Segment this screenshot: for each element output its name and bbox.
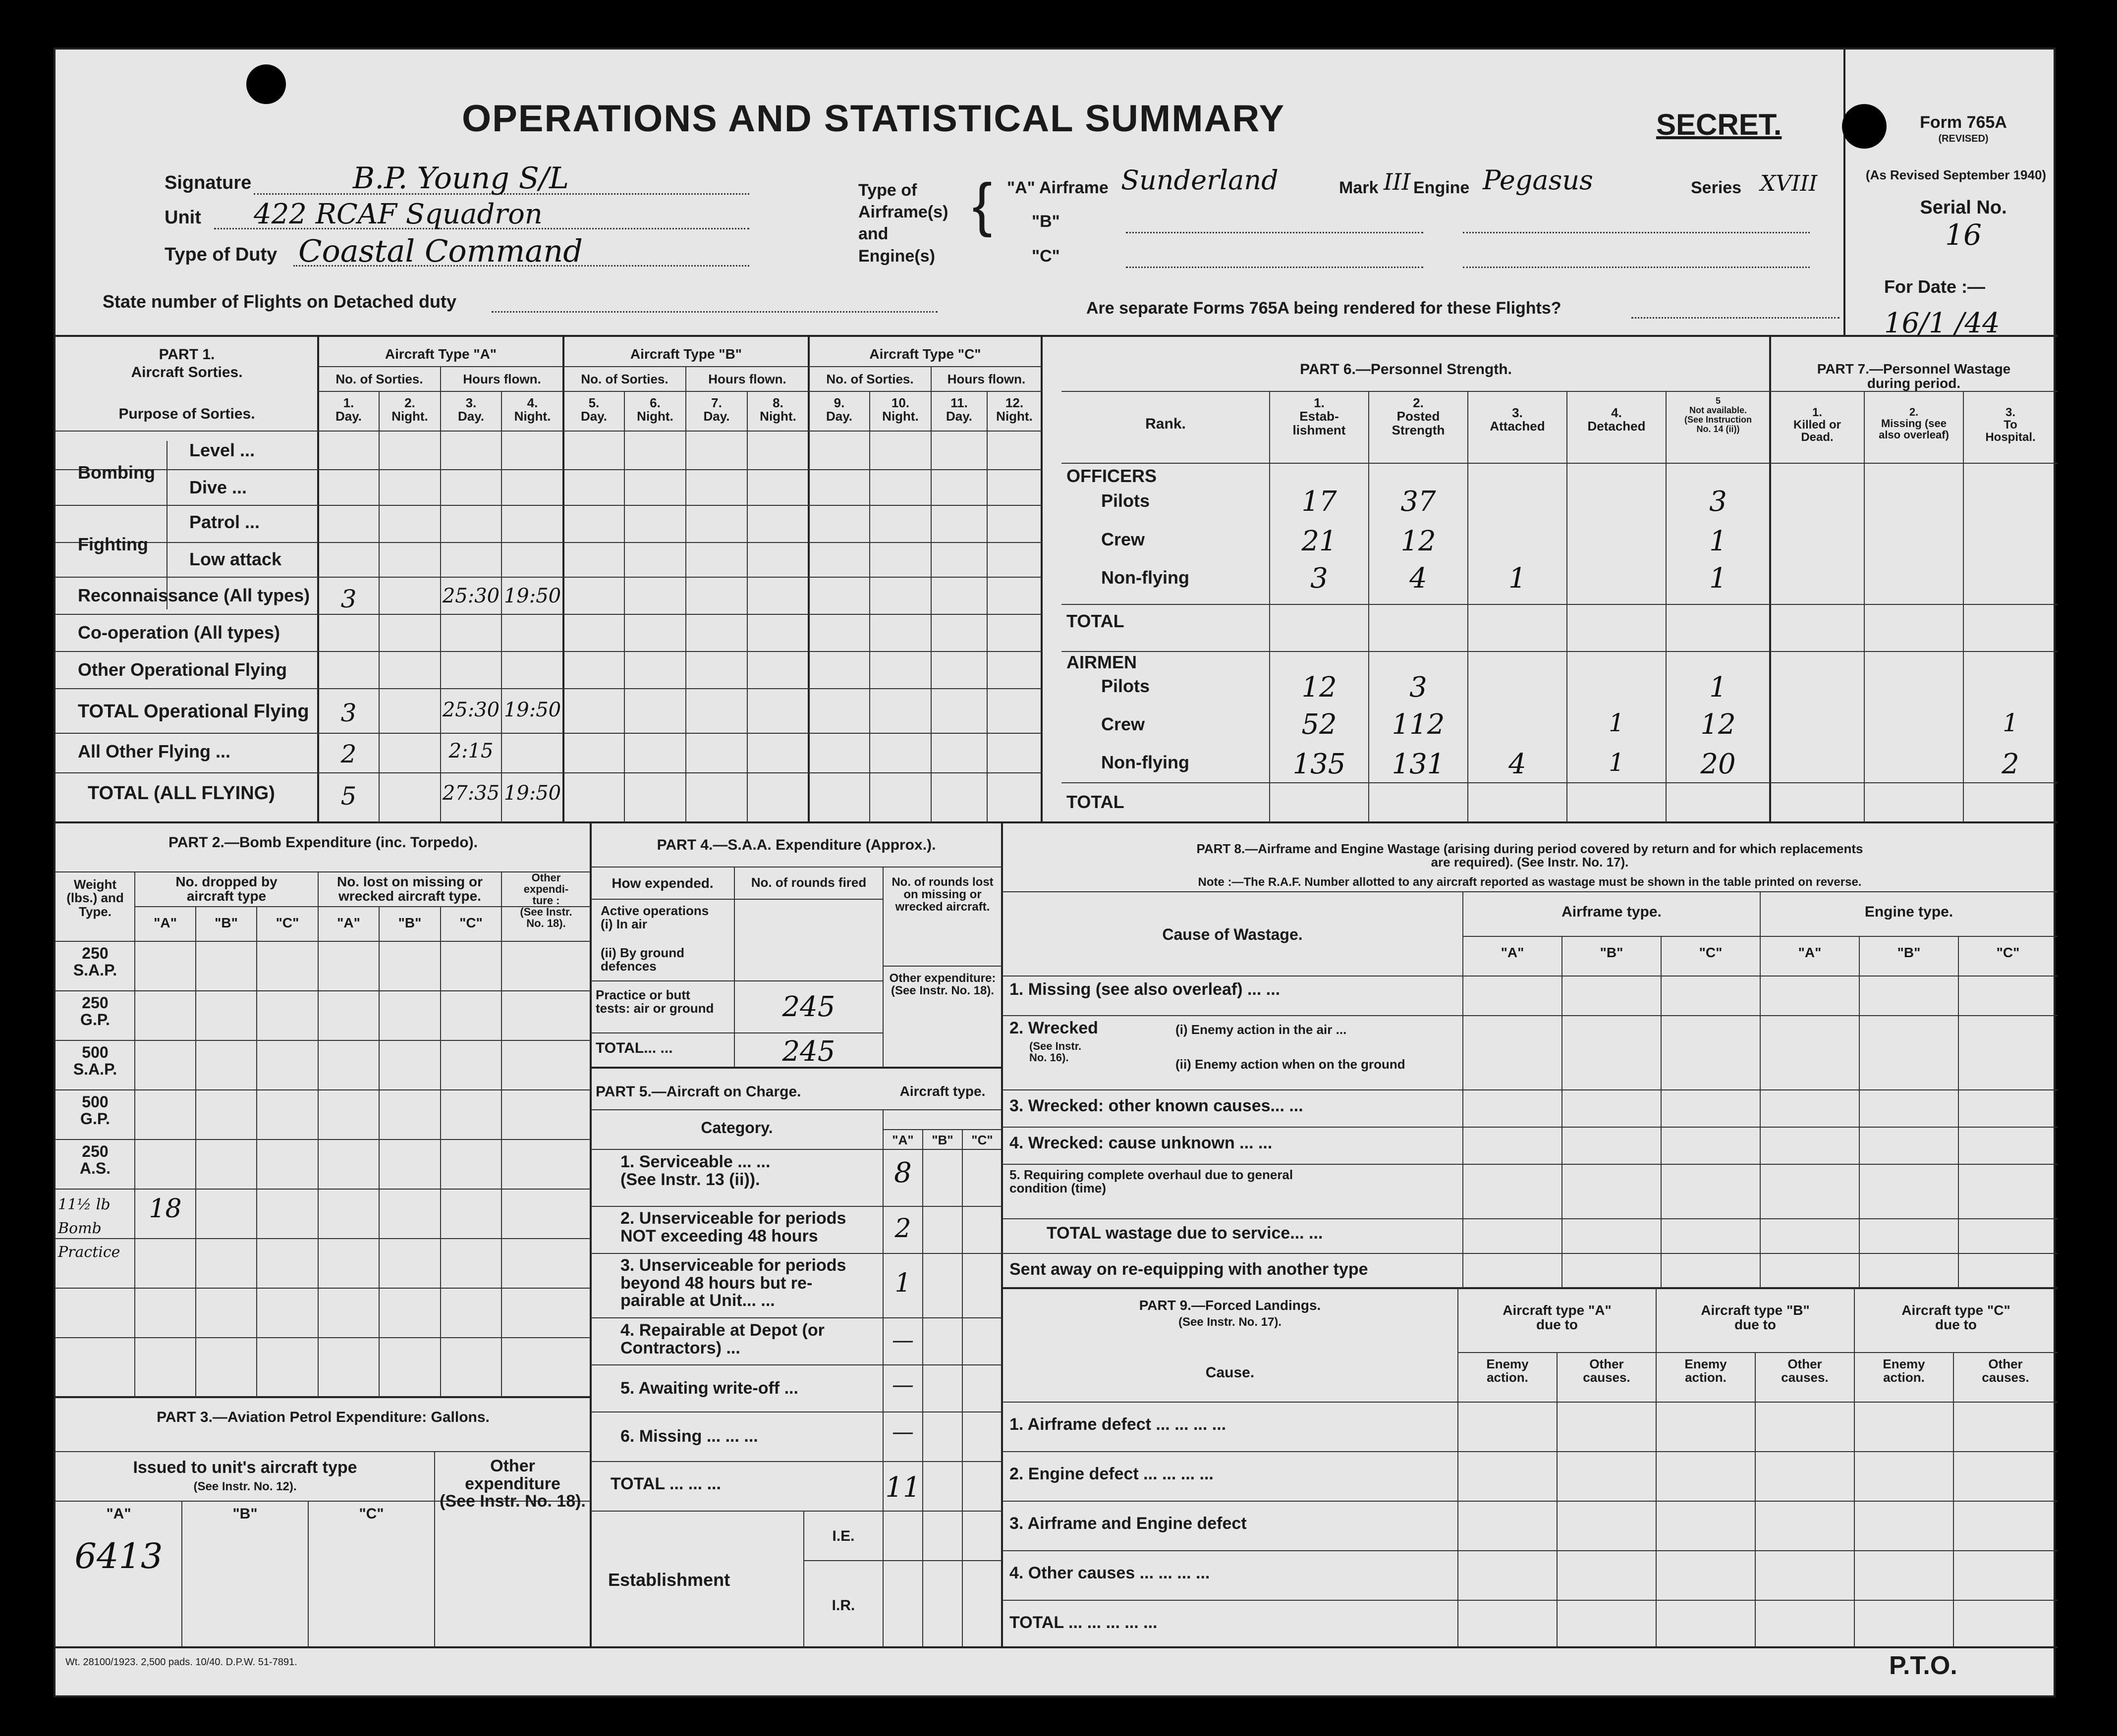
p6-officers: OFFICERS <box>1066 466 1157 486</box>
p1-totalall-a-sorties: 5 <box>340 782 357 811</box>
p8-airframe: Airframe type. <box>1561 904 1662 920</box>
separate-forms-question: Are separate Forms 765A being rendered for these Flights? <box>1086 299 1561 318</box>
footer-pto: P.T.O. <box>1889 1651 1957 1680</box>
part9-title: PART 9.—Forced Landings. <box>1139 1298 1321 1313</box>
p3-c: "C" <box>359 1506 384 1522</box>
part2-title: PART 2.—Bomb Expenditure (inc. Torpedo). <box>168 834 478 851</box>
p2-weight: Weight (lbs.) and Type. <box>66 877 124 919</box>
part1-type-b: Aircraft Type "B" <box>630 346 742 362</box>
part8-title: PART 8.—Airframe and Engine Wastage (arising during period covered by return and for which replacements are required). (See Instr. No. 17). <box>1196 841 1863 870</box>
p8-other: 3. Wrecked: other known causes... ... <box>1009 1096 1303 1115</box>
p3-a-value: 6413 <box>74 1536 163 1576</box>
p6-o-pilots: Pilots <box>1101 490 1150 511</box>
airframe-b-label: "B" <box>1032 212 1060 231</box>
airframe-a-label: "A" Airframe <box>1007 178 1109 197</box>
p1-totalop-a-day-hours: 25:30 <box>442 699 500 721</box>
p1-allother-a-sorties: 2 <box>340 740 357 768</box>
date-value: 16/1 /44 <box>1884 307 2000 339</box>
p1-recce: Reconnaissance (All types) <box>78 585 310 605</box>
p1-sorties-b: No. of Sorties. <box>581 372 669 386</box>
p5-establishment: Establishment <box>608 1570 730 1590</box>
series-value: XVIII <box>1760 171 1818 196</box>
p7-a-non-hospital: 2 <box>2002 748 2019 780</box>
unit-label: Unit <box>165 207 201 228</box>
airframe-a-value: Sunderland <box>1121 164 1279 196</box>
p1-totalall-a-day-hours: 27:35 <box>442 782 500 805</box>
flights-label: State number of Flights on Detached duty <box>103 291 457 312</box>
p1-coop: Co-operation (All types) <box>78 622 280 643</box>
p4-total: TOTAL... ... <box>596 1040 673 1056</box>
p1-allother-a-hours: 2:15 <box>448 740 494 762</box>
p3-b: "B" <box>232 1506 258 1522</box>
p1-other-op: Other Operational Flying <box>78 659 287 680</box>
serial-value: 16 <box>1945 218 1982 252</box>
p1-low-attack: Low attack <box>189 549 282 569</box>
p1-dive: Dive ... <box>189 477 247 497</box>
p1-recce-a-day-sorties: 3 <box>340 585 357 613</box>
p6-o-total: TOTAL <box>1066 611 1124 631</box>
p8-enemy-air: (i) Enemy action in the air ... <box>1175 1022 1347 1037</box>
p2-other: Other expendi- ture : (See Instr. No. 18). <box>520 871 572 930</box>
p7-killed: 1. Killed or Dead. <box>1793 406 1841 444</box>
p1-level: Level ... <box>189 440 255 460</box>
serial-label: Serial No. <box>1920 197 2007 218</box>
p8-unknown: 4. Wrecked: cause unknown ... ... <box>1009 1134 1273 1152</box>
p7-hospital: 3. To Hospital. <box>1985 406 2036 444</box>
airframe-type-label: Type of Airframe(s) and Engine(s) <box>858 181 948 266</box>
engine-value: Pegasus <box>1483 164 1593 196</box>
p9-sub: (See Instr. No. 17). <box>1178 1315 1282 1329</box>
p6-airmen: AIRMEN <box>1066 652 1137 672</box>
p8-enemy-ground: (ii) Enemy action when on the ground <box>1175 1057 1405 1072</box>
p8-wrecked-sub: (See Instr. No. 16). <box>1029 1040 1082 1064</box>
p9-cause: Cause. <box>1205 1364 1255 1381</box>
form-revised: (REVISED) <box>1938 133 1989 144</box>
part5-title: PART 5.—Aircraft on Charge. <box>596 1084 801 1100</box>
p5-type: Aircraft type. <box>899 1084 986 1099</box>
p6-rank: Rank. <box>1145 416 1186 432</box>
footer-print-info: Wt. 28100/1923. 2,500 pads. 10/40. D.P.W. 51-7891. <box>65 1657 297 1668</box>
engine-label: Engine <box>1413 178 1470 197</box>
p3-issued-sub: (See Instr. No. 12). <box>193 1480 297 1493</box>
p4-other-exp: Other expenditure: (See Instr. No. 18). <box>889 972 996 998</box>
p4-total-value: 245 <box>782 1035 836 1068</box>
p3-issued: Issued to unit's aircraft type <box>133 1458 357 1477</box>
p1-hours-a: Hours flown. <box>463 372 541 386</box>
p3-other: Other expenditure (See Instr. No. 18). <box>440 1457 586 1511</box>
p2-handwritten-row: 11½ lb Bomb Practice <box>58 1196 120 1261</box>
p7-missing: 2. Missing (see also overleaf) <box>1879 406 1949 441</box>
p1-totalop-a-sorties: 3 <box>340 699 357 727</box>
punch-hole-right <box>1842 104 1887 149</box>
duty-label: Type of Duty <box>165 244 278 265</box>
signature-value: B.P. Young S/L <box>353 161 569 196</box>
part6-title: PART 6.—Personnel Strength. <box>1300 361 1512 378</box>
p3-a: "A" <box>106 1506 131 1522</box>
series-label: Series <box>1691 178 1742 197</box>
part4-title: PART 4.—S.A.A. Expenditure (Approx.). <box>657 837 936 853</box>
airframe-c-label: "C" <box>1032 247 1060 266</box>
p2-dropped: No. dropped by aircraft type <box>175 874 278 904</box>
p1-hours-c: Hours flown. <box>947 372 1026 386</box>
p1-recce-a-day-hours: 25:30 <box>442 585 500 607</box>
p8-engine: Engine type. <box>1864 904 1953 920</box>
p8-sent: Sent away on re-equipping with another type <box>1009 1260 1368 1279</box>
p1-totalall-a-night-hours: 19:50 <box>503 782 561 805</box>
p5-ir: I.R. <box>832 1597 855 1614</box>
p8-cause: Cause of Wastage. <box>1162 925 1303 943</box>
p8-wrecked: 2. Wrecked <box>1009 1019 1098 1037</box>
p8-total: TOTAL wastage due to service... ... <box>1047 1224 1323 1243</box>
form-number: Form 765A <box>1920 113 2007 132</box>
form-title: OPERATIONS AND STATISTICAL SUMMARY <box>462 98 1285 140</box>
mark-value: III <box>1384 168 1411 195</box>
p4-how: How expended. <box>612 875 714 891</box>
p4-ground: (ii) By ground defences <box>601 945 684 974</box>
p8-note: Note :—The R.A.F. Number allotted to any aircraft reported as wastage must be shown in the table printed on reverse. <box>1198 875 1862 889</box>
p4-rounds: No. of rounds fired <box>751 875 867 890</box>
duty-value: Coastal Command <box>298 233 583 269</box>
p4-lost: No. of rounds lost on missing or wrecked aircraft. <box>891 875 994 914</box>
part1-type-c: Aircraft Type "C" <box>869 346 981 362</box>
punch-hole-left <box>246 64 286 104</box>
p1-sorties-a: No. of Sorties. <box>335 372 423 386</box>
unit-value: 422 RCAF Squadron <box>254 198 543 230</box>
p2-handwritten-a: 18 <box>149 1194 182 1224</box>
p5-ie: I.E. <box>832 1528 855 1544</box>
p4-active: Active operations (i) In air <box>601 903 709 932</box>
part3-title: PART 3.—Aviation Petrol Expenditure: Gallons. <box>157 1409 490 1425</box>
part1-title: PART 1. <box>159 346 215 363</box>
p6-o-crew: Crew <box>1101 529 1145 549</box>
part1-type-a: Aircraft Type "A" <box>385 346 497 362</box>
part1-purpose: Purpose of Sorties. <box>118 406 255 422</box>
p2-lost: No. lost on missing or wrecked aircraft type. <box>336 874 483 904</box>
p1-total-all: TOTAL (ALL FLYING) <box>88 783 275 804</box>
p1-fighting: Fighting <box>78 534 148 554</box>
mark-label: Mark <box>1339 178 1379 197</box>
p1-sorties-c: No. of Sorties. <box>826 372 914 386</box>
part7-title: PART 7.—Personnel Wastage during period. <box>1817 361 2011 391</box>
p8-missing: 1. Missing (see also overleaf) ... ... <box>1009 980 1281 999</box>
p8-overhaul: 5. Requiring complete overhaul due to general condition (time) <box>1009 1167 1293 1196</box>
p6-a-total: TOTAL <box>1066 792 1124 812</box>
p5-category: Category. <box>701 1119 773 1137</box>
p1-recce-a-night-hours: 19:50 <box>503 585 561 607</box>
form-sheet: OPERATIONS AND STATISTICAL SUMMARY SECRET. Form 765A (REVISED) (As Revised September 1940) Serial No. 16 For Date :— 16/1 /44 Signature B.P. Young S/L Unit 422 RCAF Squadron Type of Duty Coastal Command State number of Flights on Detached duty Type of Airframe(s) and Engine(s) { "A" Airframe Sunderland Mark III Engine Pegasus Series XVIII "B" "C" Are separate Forms 765A being rendered for these Flights? PART 1. Aircraft Sorties. Purpose of Sorties. Aircraft Type "A" Aircraft Type "B" Aircraft Type "C" No. of Sorties. Hours flown. No. of Sorties. Hours flown. No. of Sorties. Hours flown. 1. Day. 2. Night. 3. Day. 4. Night. 5. Day. 6. Night. 7. Day. 8. Night. 9. Day. 10. Night. 11. Day. 12. Night. Bombing Level ... Dive ... Fighting Patrol ... Low attack Reconnaissance (All types) Co-operation (All types) Other Operational Flying TOTAL Operational Flying All Other Flying ... TOTAL (ALL FLYING) 3 25:30 19:50 3 25:30 19:50 2 2:15 5 27:35 19:50 PART 6.—Personnel Strength. Rank. 1. Estab- lishment 2. Posted Strength 3. Attached 4. Detached 5 Not available. (See Instruction No. 14 (ii)) OFFICERS Pilots Crew Non-flying TOTAL AIRMEN Pilots Crew Non-flying TOTAL 17 37 3 21 12 1 3 4 1 1 12 3 1 52 112 1 12 135 131 4 1 20 PART 7.—Personnel Wastage during period. 1. Killed or Dead. 2. Missing (see also overleaf) 3. To Hospital. 1 2 PART 2.—Bomb Expenditure (inc. Torpedo). Weight (lbs.) and Type. No. dropped by aircraft type No. lost on missing or wrecked aircraft type. Other expendi- ture : (See Instr. No. 18). "A" "B" "C" "A" "B" "C" 250 S.A.P. 250 G.P. 500 S.A.P. 500 G.P. 250 A.S. 11½ lb Bomb Practice 18 PART 3.—Aviation Petrol Expenditure: Gallons. Issued to unit's aircraft type (See Instr. No. 12). Other expenditure (See Instr. No. 18). "A" "B" "C" 6413 PART 4.—S.A.A. Expenditure (Approx.). How expended. No. of rounds fired No. of rounds lost on missing or wrecked aircraft. Active operations (i) In air (ii) By ground defences Practice or butt tests: air or ground 245 TOTAL... ... 245 Other expenditure: (See Instr. No. 18). PART 5.—Aircraft on Charge. Aircraft type. Category. "A" "B" "C" 1. Serviceable ... ... (See Instr. 13 (ii)). 2. Unserviceable for periods NOT exceeding 48 hours 3. Unserviceable for periods beyond 48 hours but re- pairable at Unit... ... 4. Repairable at Depot (or Contractors) ... 5. Awaiting write-off ... 6. Missing ... ... ... TOTAL ... ... ... 8 2 1 — — — 11 Establishment I.E. I.R. PART 8.—Airframe and Engine Wastage (arising during period covered by return and for which replacements are required). (See Instr. No. 17). Note :—The R.A.F. Number allotted to any aircraft reported as wastage must be shown in the table printed on reverse. Cause of Wastage. Airframe type. Engine type. "A" "B" "C" "A" "B" "C" 1. Missing (see also overleaf) ... ... 2. Wrecked (See Instr. No. 16). (i) Enemy action in the air ... (ii) Enemy action when on the ground 3. Wrecked: other known causes... ... 4. Wrecked: cause unknown ... ... 5. Requiring complete overhaul due to general condition (time) TOTAL wastage due to service... ... Sent away on re-equipping with another type PART 9.—Forced Landings. (See Instr. No. 17). Cause. Aircraft type "A" due to Aircraft type "B" due to Aircraft type "C" due to Enemy action. Other causes. Enemy action. Other causes. Enemy action. Other causes. 1. Airframe defect ... ... ... ... 2. Engine defect ... ... ... ... 3. Airframe and Engine defect 4. Other causes ... ... ... ... TOTAL ... ... ... ... ... Wt. 28100/1923. 2,500 pads. 10/40. D.P.W. 51-7891. P.T.O. <box>54 48 2056 1697</box>
part1-subtitle: Aircraft Sorties. <box>131 364 243 380</box>
p1-bombing: Bombing <box>78 462 155 483</box>
p1-patrol: Patrol ... <box>189 512 260 532</box>
date-label: For Date :— <box>1884 276 1986 297</box>
form-as-revised: (As Revised September 1940) <box>1865 167 2047 182</box>
p1-total-op: TOTAL Operational Flying <box>78 701 309 722</box>
secret-label: SECRET. <box>1656 108 1782 141</box>
signature-label: Signature <box>165 172 252 193</box>
p6-o-nonflying: Non-flying <box>1101 567 1189 588</box>
p1-hours-b: Hours flown. <box>708 372 786 386</box>
p4-practice: Practice or butt tests: air or ground <box>596 987 714 1016</box>
p7-a-crew-hospital: 1 <box>2003 708 2018 737</box>
p6-a-pilots: Pilots <box>1101 676 1150 696</box>
p1-all-other: All Other Flying ... <box>78 741 231 761</box>
p4-practice-value: 245 <box>782 991 836 1023</box>
p6-a-nonflying: Non-flying <box>1101 752 1189 772</box>
p1-totalop-a-night-hours: 19:50 <box>503 699 561 721</box>
p6-a-crew: Crew <box>1101 714 1145 734</box>
